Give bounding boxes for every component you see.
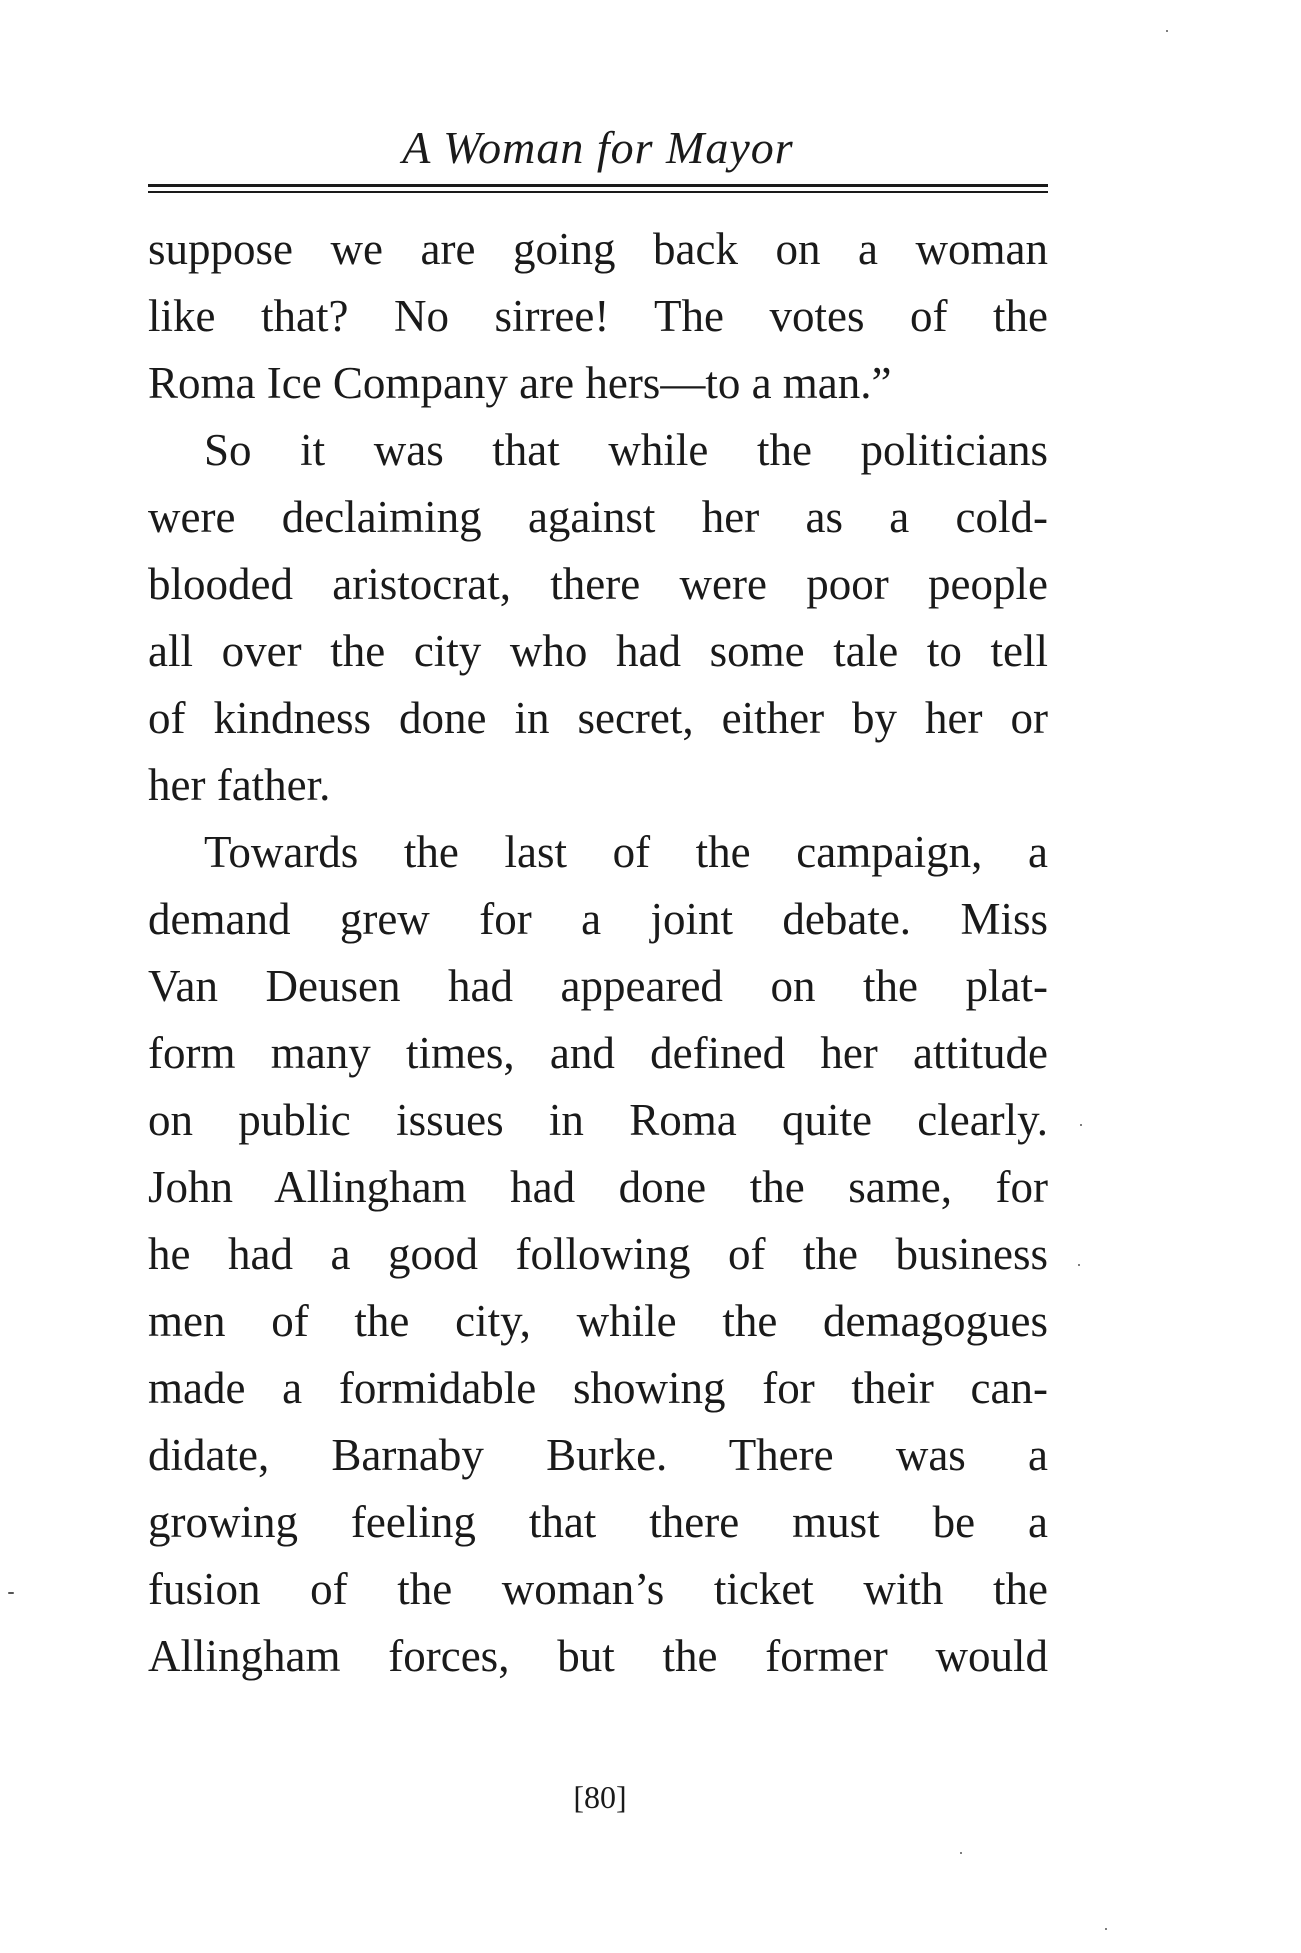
text-line: like that? No sirree! The votes of the [148,291,1048,341]
text-line: demand grew for a joint debate. Miss [148,894,1048,944]
text-line: suppose we are going back on a woman [148,224,1048,274]
paper-speck [8,1592,14,1594]
text-line: Roma Ice Company are hers—to a man.” [148,358,892,408]
text-line-paragraph-start: So it was that while the politicians [204,425,1048,475]
text-line: Allingham forces, but the former would [148,1631,1048,1681]
body-text [148,216,1048,1690]
text-line: didate, Barnaby Burke. There was a [148,1430,1048,1480]
text-line: all over the city who had some tale to tell [148,626,1048,676]
text-line: men of the city, while the demagogues [148,1296,1048,1346]
page-number: [80] [573,1779,627,1815]
text-line: her father. [148,760,331,810]
text-line: were declaiming against her as a cold- [148,492,1048,542]
header-rule-thick [148,184,1048,187]
paper-speck [1166,30,1168,32]
text-line: Van Deusen had appeared on the plat- [148,961,1048,1011]
text-line: of kindness done in secret, either by her or [148,693,1048,743]
text-line: growing feeling that there must be a [148,1497,1048,1547]
text-line-paragraph-start: Towards the last of the campaign, a [204,827,1048,877]
text-line: form many times, and defined her attitude [148,1028,1048,1078]
paper-speck [960,1852,962,1854]
paper-speck [1105,1928,1107,1930]
running-head: A Woman for Mayor [402,122,794,173]
text-line: he had a good following of the business [148,1229,1048,1279]
paper-speck [1078,1264,1080,1266]
text-line: John Allingham had done the same, for [148,1162,1048,1212]
text-line: fusion of the woman’s ticket with the [148,1564,1048,1614]
paper-speck [1080,1124,1082,1126]
header-rule-thin [148,191,1048,193]
text-line: on public issues in Roma quite clearly. [148,1095,1048,1145]
text-line: blooded aristocrat, there were poor people [148,559,1048,609]
text-line: made a formidable showing for their can- [148,1363,1048,1413]
